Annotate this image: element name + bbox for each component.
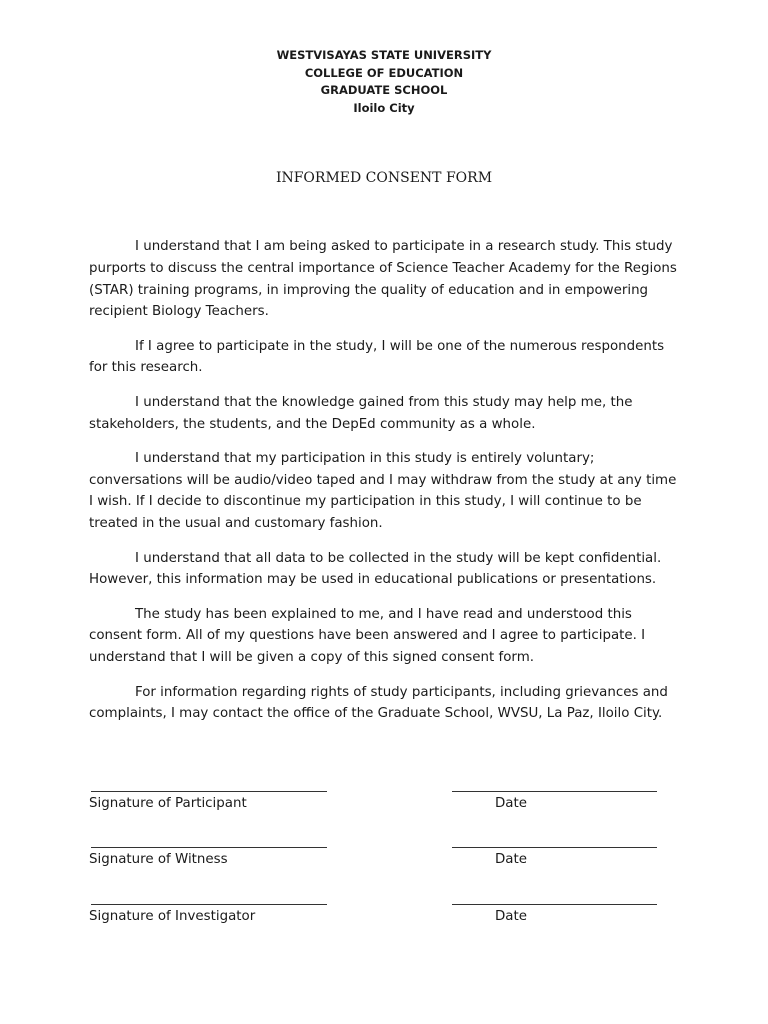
date-label: Date [495, 852, 528, 867]
date-line[interactable] [452, 776, 657, 792]
school-name: GRADUATE SCHOOL [320, 83, 448, 97]
signature-row-investigator [89, 889, 679, 933]
paragraph: The study has been explained to me, and I have read and understood this consent form. All of my questions have been answered and I agree to participate. I understand that I will be given a copy of this signed consent form. [89, 606, 646, 666]
paragraph: I understand that all data to be collected in the study will be kept confidential. However, this information may be used in educational publications or presentations. [89, 550, 662, 588]
document-header [0, 47, 768, 117]
signature-label: Signature of Participant [89, 796, 247, 811]
signature-label: Signature of Investigator [89, 909, 256, 924]
paragraph: I understand that I am being asked to participate in a research study. This study purports to discuss the central importance of Science Teacher Academy for the Regions (STAR) training programs, in improving the quality of education and in empowering recipient Biology Teachers. [89, 239, 677, 320]
consent-body [89, 236, 679, 738]
signature-row-witness [89, 832, 679, 876]
paragraph: For information regarding rights of study participants, including grievances and complaints, I may contact the office of the Graduate School, WVSU, La Paz, Iloilo City. [89, 684, 668, 722]
signature-line[interactable] [91, 776, 327, 792]
date-label: Date [495, 909, 528, 924]
document-title: INFORMED CONSENT FORM [275, 170, 493, 186]
paragraph: I understand that my participation in this study is entirely voluntary; conversations will be audio/video taped and I may withdraw from the study at any time I wish. If I decide to discontinue my participation in this study, I will continue to be treated in the usual and customary fashion. [89, 450, 677, 532]
university-name: WESTVISAYAS STATE UNIVERSITY [276, 48, 492, 62]
signature-row-participant [89, 776, 679, 820]
college-name: COLLEGE OF EDUCATION [304, 65, 464, 80]
signature-line[interactable] [91, 832, 327, 848]
date-line[interactable] [452, 832, 657, 848]
paragraph: I understand that the knowledge gained from this study may help me, the stakeholders, the students, and the DepEd community as a whole. [89, 394, 633, 432]
date-line[interactable] [452, 889, 657, 905]
signature-line[interactable] [91, 889, 327, 905]
city-name: Iloilo City [353, 100, 415, 115]
date-label: Date [495, 796, 528, 811]
paragraph: If I agree to participate in the study, I will be one of the numerous respondents for this research. [89, 338, 665, 376]
signature-label: Signature of Witness [89, 852, 228, 867]
